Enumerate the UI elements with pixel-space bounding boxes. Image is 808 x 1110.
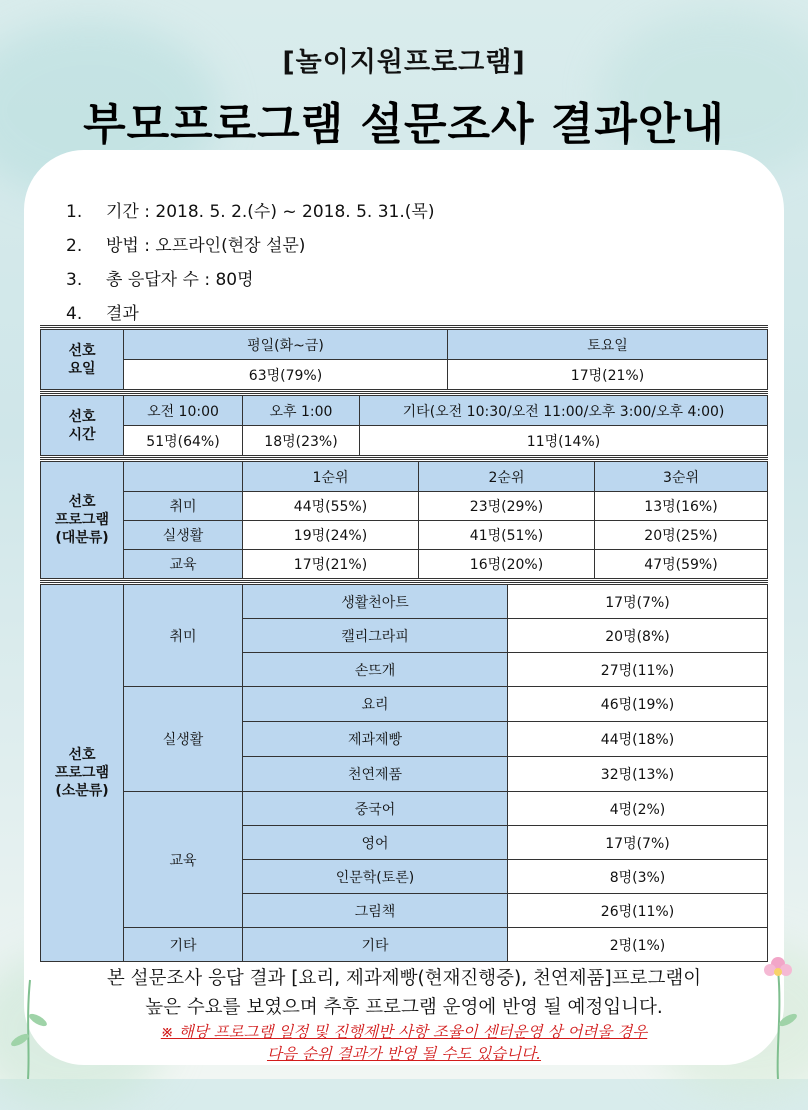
- major-label: 선호 프로그램 (대분류): [41, 462, 124, 579]
- rank-header: 1순위: [243, 462, 419, 492]
- value-cell: 32명(13%): [508, 757, 768, 792]
- table-row: [41, 521, 768, 550]
- value-cell: 19명(24%): [243, 521, 419, 550]
- value-cell: 23명(29%): [419, 492, 595, 521]
- time-value: 11명(14%): [360, 426, 768, 456]
- time-table: [40, 395, 768, 456]
- item-cell: 영어: [243, 826, 508, 860]
- category-cell: 실생활: [124, 521, 243, 550]
- day-label: 선호 요일: [41, 330, 124, 390]
- time-label: 선호 시간: [41, 396, 124, 456]
- item-cell: 그림책: [243, 894, 508, 928]
- footer-note: ※ 해당 프로그램 일정 및 진행제반 사항 조율이 센터운영 상 어려울 경우: [160, 1023, 648, 1041]
- time-header: 오전 10:00: [124, 396, 243, 426]
- value-cell: 17명(21%): [243, 550, 419, 579]
- value-cell: 20명(25%): [595, 521, 768, 550]
- value-cell: 4명(2%): [508, 792, 768, 826]
- value-cell: 16명(20%): [419, 550, 595, 579]
- time-header: 기타(오전 10:30/오전 11:00/오후 3:00/오후 4:00): [360, 396, 768, 426]
- value-cell: 44명(18%): [508, 722, 768, 757]
- item-cell: 제과제빵: [243, 722, 508, 757]
- footer-line: 본 설문조사 응답 결과 [요리, 제과제빵(현재진행중), 천연제품]프로그램이: [106, 968, 702, 989]
- info-item: 1. 기간 : 2018. 5. 2.(수) ~ 2018. 5. 31.(목): [66, 202, 435, 222]
- weekday-value: 63명(79%): [124, 360, 448, 390]
- item-cell: 요리: [243, 687, 508, 722]
- table-divider: [40, 325, 768, 328]
- item-cell: 중국어: [243, 792, 508, 826]
- item-cell: 손뜨개: [243, 653, 508, 687]
- table-divider: [40, 391, 768, 394]
- rank-header: 2순위: [419, 462, 595, 492]
- minor-label: 선호 프로그램 (소분류): [41, 585, 124, 962]
- value-cell: 13명(16%): [595, 492, 768, 521]
- footer-line: 높은 수요를 보였으며 추후 프로그램 운영에 반영 될 예정입니다.: [145, 997, 663, 1018]
- item-cell: 기타: [243, 928, 508, 962]
- info-item: 2. 방법 : 오프라인(현장 설문): [66, 236, 306, 256]
- flower-decoration-icon: [0, 960, 60, 1079]
- value-cell: 17명(7%): [508, 585, 768, 619]
- table-divider: [40, 457, 768, 460]
- flower-decoration-icon: [748, 940, 808, 1079]
- value-cell: 20명(8%): [508, 619, 768, 653]
- value-cell: 2명(1%): [508, 928, 768, 962]
- value-cell: 47명(59%): [595, 550, 768, 579]
- time-header: 오후 1:00: [243, 396, 360, 426]
- table-row: [41, 792, 768, 826]
- page-subtitle: [놀이지원프로그램]: [282, 47, 526, 78]
- value-cell: 26명(11%): [508, 894, 768, 928]
- value-cell: 27명(11%): [508, 653, 768, 687]
- info-item: 3. 총 응답자 수 : 80명: [66, 270, 254, 290]
- value-cell: 41명(51%): [419, 521, 595, 550]
- value-cell: 8명(3%): [508, 860, 768, 894]
- minor-program-table: [40, 584, 768, 962]
- group-cell: 실생활: [124, 687, 243, 792]
- rank-header: 3순위: [595, 462, 768, 492]
- item-cell: 생활천아트: [243, 585, 508, 619]
- group-cell: 취미: [124, 585, 243, 687]
- info-item: 4. 결과: [66, 304, 139, 324]
- value-cell: 46명(19%): [508, 687, 768, 722]
- empty-header: [124, 462, 243, 492]
- saturday-value: 17명(21%): [448, 360, 768, 390]
- group-cell: 교육: [124, 792, 243, 928]
- category-cell: 취미: [124, 492, 243, 521]
- table-row: [41, 928, 768, 962]
- weekday-header: 평일(화~금): [124, 330, 448, 360]
- item-cell: 천연제품: [243, 757, 508, 792]
- day-table: [40, 329, 768, 390]
- table-divider: [40, 580, 768, 583]
- item-cell: 인문학(토론): [243, 860, 508, 894]
- category-cell: 교육: [124, 550, 243, 579]
- value-cell: 44명(55%): [243, 492, 419, 521]
- saturday-header: 토요일: [448, 330, 768, 360]
- time-value: 18명(23%): [243, 426, 360, 456]
- page-title: 부모프로그램 설문조사 결과안내: [83, 99, 725, 150]
- major-program-table: [40, 461, 768, 579]
- time-value: 51명(64%): [124, 426, 243, 456]
- table-row: [41, 687, 768, 722]
- footer-note: 다음 순위 결과가 반영 될 수도 있습니다.: [266, 1045, 542, 1063]
- value-cell: 17명(7%): [508, 826, 768, 860]
- group-cell: 기타: [124, 928, 243, 962]
- table-row: [41, 492, 768, 521]
- table-row: [41, 585, 768, 619]
- table-row: [41, 550, 768, 579]
- item-cell: 캘리그라피: [243, 619, 508, 653]
